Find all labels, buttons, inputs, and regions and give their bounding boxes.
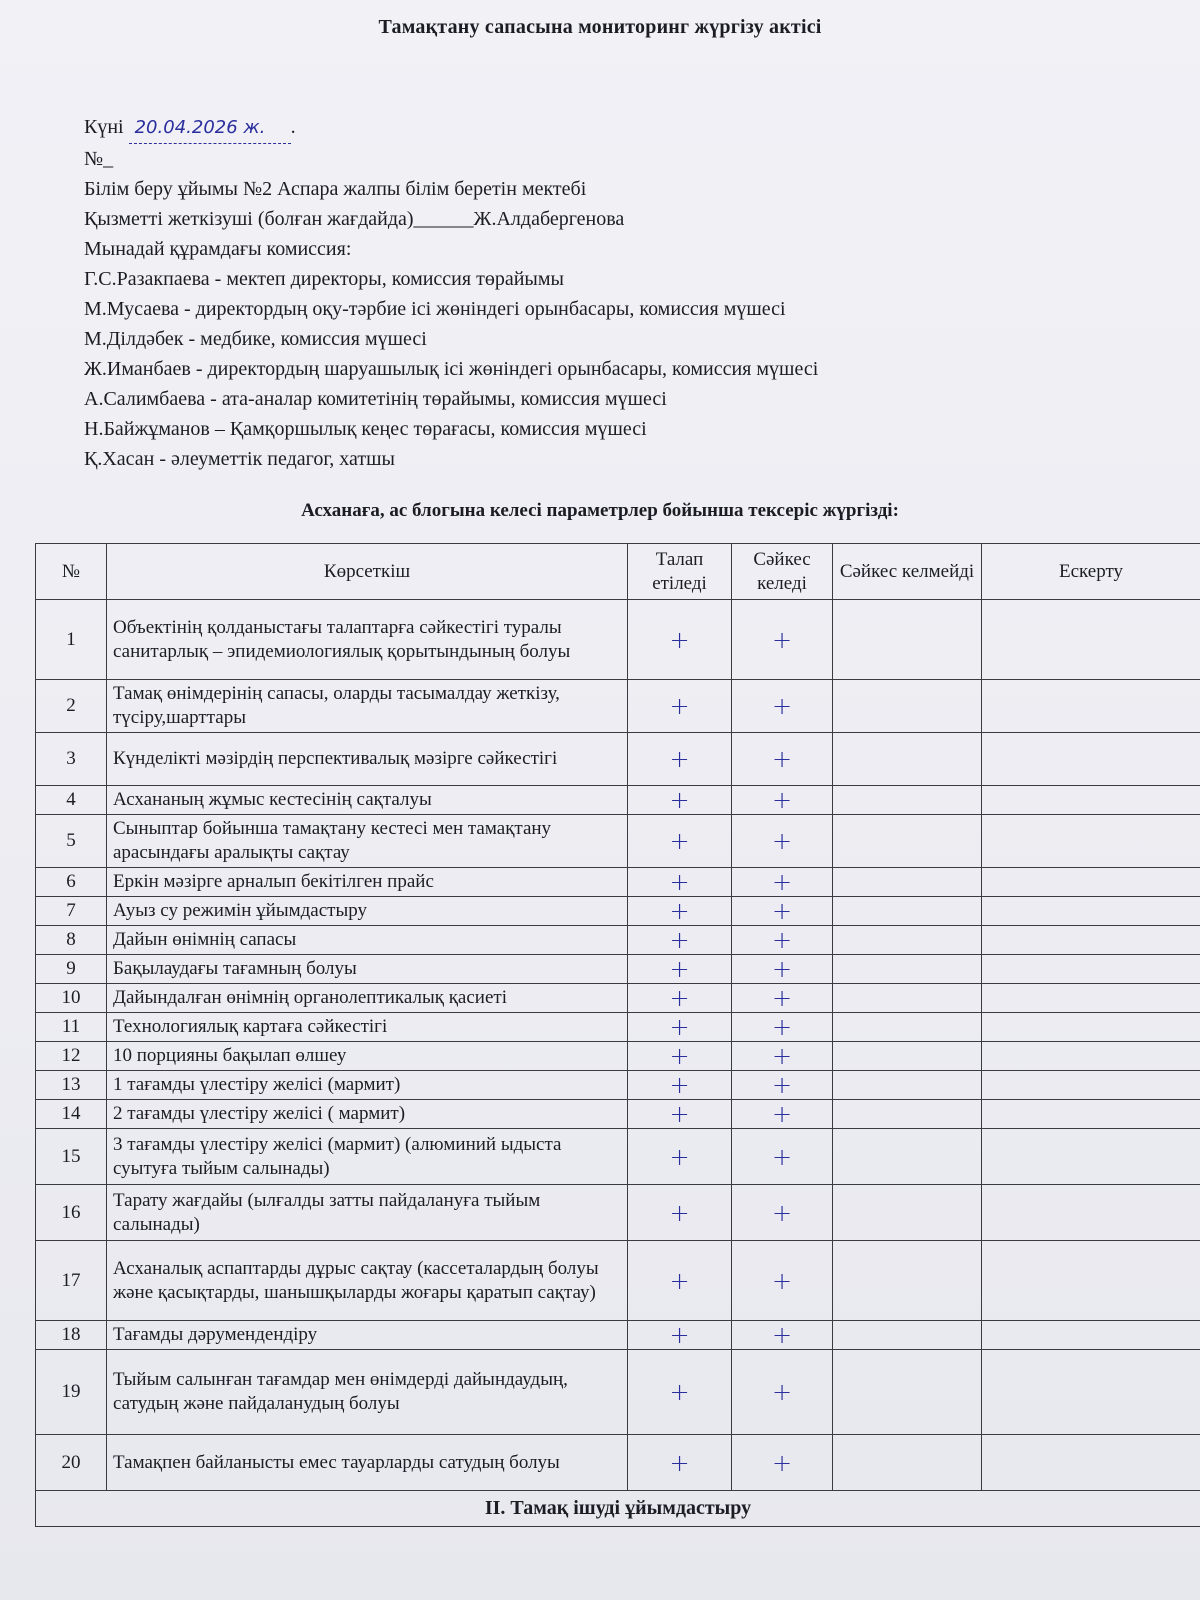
row-indicator: Асханалық аспаптарды дұрыс сақтау (кассеталардың болуы және қасықтарды, шанышқыларды жоғары қаратып сақтау): [107, 1241, 628, 1321]
inspection-subtitle: Асханаға, ас блогына келесі параметрлер бойынша тексеріс жүргізді:: [301, 500, 899, 521]
noncompliant-cell: [833, 600, 982, 680]
required-mark: +: [628, 680, 732, 733]
row-indicator: Тағамды дәрумендендіру: [107, 1321, 628, 1350]
commission-member: Г.С.Разакпаева - мектеп директоры, комиссия төрайымы: [84, 268, 564, 290]
col-header-noncompliant: Сәйкес келмейді: [833, 544, 982, 600]
required-mark: +: [628, 786, 732, 815]
table-row: [36, 1013, 1200, 1042]
note-cell: [982, 1185, 1200, 1241]
compliant-mark: +: [732, 897, 833, 926]
row-indicator: Бақылаудағы тағамның болуы: [107, 955, 628, 984]
row-indicator: Сыныптар бойынша тамақтану кестесі мен тамақтану арасындағы аралықты сақтау: [107, 815, 628, 868]
row-number: 17: [36, 1241, 107, 1321]
table-row: [36, 1241, 1200, 1321]
row-indicator: Еркін мәзірге арналып бекітілген прайс: [107, 868, 628, 897]
table-row: [36, 1350, 1200, 1435]
required-mark: +: [628, 926, 732, 955]
noncompliant-cell: [833, 897, 982, 926]
row-number: 2: [36, 680, 107, 733]
note-cell: [982, 955, 1200, 984]
row-indicator: Тарату жағдайы (ылғалды затты пайдалануға тыйым салынады): [107, 1185, 628, 1241]
row-indicator: Дайын өнімнің сапасы: [107, 926, 628, 955]
note-cell: [982, 1129, 1200, 1185]
note-cell: [982, 897, 1200, 926]
compliant-mark: +: [732, 926, 833, 955]
table-row: [36, 868, 1200, 897]
inspection-table: [35, 543, 1200, 1527]
commission-member: М.Мусаева - директордың оқу-тәрбие ісі жөніндегі орынбасары, комиссия мүшесі: [84, 298, 786, 320]
row-number: 5: [36, 815, 107, 868]
required-mark: +: [628, 1013, 732, 1042]
row-number: 12: [36, 1042, 107, 1071]
compliant-mark: +: [732, 984, 833, 1013]
compliant-mark: +: [732, 1435, 833, 1491]
required-mark: +: [628, 1100, 732, 1129]
row-number: 1: [36, 600, 107, 680]
compliant-mark: +: [732, 1071, 833, 1100]
note-cell: [982, 926, 1200, 955]
table-row: [36, 680, 1200, 733]
act-number: №_: [84, 148, 114, 170]
date-line: Күні 20.04.2026 ж. .: [84, 112, 1084, 144]
row-number: 8: [36, 926, 107, 955]
table-row: [36, 897, 1200, 926]
noncompliant-cell: [833, 733, 982, 786]
table-row: [36, 955, 1200, 984]
noncompliant-cell: [833, 1071, 982, 1100]
row-number: 7: [36, 897, 107, 926]
commission-intro: Мынадай құрамдағы комиссия:: [84, 238, 352, 260]
row-indicator: Тамақ өнімдерінің сапасы, оларды тасымалдау жеткізу, түсіру,шарттары: [107, 680, 628, 733]
row-number: 15: [36, 1129, 107, 1185]
note-cell: [982, 984, 1200, 1013]
compliant-mark: +: [732, 1185, 833, 1241]
table-row: [36, 815, 1200, 868]
handwritten-date: 20.04.2026 ж.: [129, 113, 291, 144]
required-mark: +: [628, 600, 732, 680]
noncompliant-cell: [833, 1013, 982, 1042]
col-header-indicator: Көрсеткіш: [107, 544, 628, 600]
table-row: [36, 786, 1200, 815]
noncompliant-cell: [833, 1321, 982, 1350]
noncompliant-cell: [833, 815, 982, 868]
required-mark: +: [628, 1042, 732, 1071]
row-indicator: 10 порцияны бақылап өлшеу: [107, 1042, 628, 1071]
commission-member: Ж.Иманбаев - директордың шаруашылық ісі жөніндегі орынбасары, комиссия мүшесі: [84, 358, 819, 380]
note-cell: [982, 1241, 1200, 1321]
table-row: [36, 733, 1200, 786]
noncompliant-cell: [833, 868, 982, 897]
required-mark: +: [628, 955, 732, 984]
note-cell: [982, 1100, 1200, 1129]
required-mark: +: [628, 984, 732, 1013]
row-indicator: Технологиялық картаға сәйкестігі: [107, 1013, 628, 1042]
noncompliant-cell: [833, 786, 982, 815]
note-cell: [982, 1350, 1200, 1435]
act-header: [84, 112, 1084, 474]
compliant-mark: +: [732, 1100, 833, 1129]
row-number: 20: [36, 1435, 107, 1491]
row-number: 6: [36, 868, 107, 897]
compliant-mark: +: [732, 680, 833, 733]
row-number: 3: [36, 733, 107, 786]
noncompliant-cell: [833, 984, 982, 1013]
required-mark: +: [628, 1241, 732, 1321]
compliant-mark: +: [732, 786, 833, 815]
noncompliant-cell: [833, 1100, 982, 1129]
compliant-mark: +: [732, 815, 833, 868]
table-row: [36, 1100, 1200, 1129]
compliant-mark: +: [732, 868, 833, 897]
compliant-mark: +: [732, 1013, 833, 1042]
note-cell: [982, 733, 1200, 786]
noncompliant-cell: [833, 955, 982, 984]
supplier-line: Қызметті жеткізуші (болған жағдайда)______Ж.Алдабергенова: [84, 208, 625, 230]
required-mark: +: [628, 1350, 732, 1435]
noncompliant-cell: [833, 1435, 982, 1491]
section-title: II. Тамақ ішуді ұйымдастыру: [36, 1491, 1200, 1527]
table-row: [36, 1185, 1200, 1241]
table-row: [36, 984, 1200, 1013]
row-indicator: Ауыз су режимін ұйымдастыру: [107, 897, 628, 926]
row-number: 4: [36, 786, 107, 815]
note-cell: [982, 868, 1200, 897]
col-header-number: №: [36, 544, 107, 600]
commission-member: Қ.Хасан - әлеуметтік педагог, хатшы: [84, 448, 395, 470]
table-row: [36, 926, 1200, 955]
col-header-note: Ескерту: [982, 544, 1200, 600]
commission-member: М.Ділдәбек - медбике, комиссия мүшесі: [84, 328, 427, 350]
organization-line: Білім беру ұйымы №2 Аспара жалпы білім беретін мектебі: [84, 178, 587, 200]
col-header-required: Талап етіледі: [628, 544, 732, 600]
table-row: [36, 1071, 1200, 1100]
note-cell: [982, 600, 1200, 680]
row-number: 9: [36, 955, 107, 984]
note-cell: [982, 1071, 1200, 1100]
compliant-mark: +: [732, 955, 833, 984]
required-mark: +: [628, 1185, 732, 1241]
row-indicator: Тамақпен байланысты емес тауарларды сатудың болуы: [107, 1435, 628, 1491]
date-label: Күні: [84, 116, 124, 138]
compliant-mark: +: [732, 600, 833, 680]
compliant-mark: +: [732, 1241, 833, 1321]
required-mark: +: [628, 1321, 732, 1350]
compliant-mark: +: [732, 1350, 833, 1435]
required-mark: +: [628, 868, 732, 897]
row-indicator: Объектінің қолданыстағы талаптарға сәйкестігі туралы санитарлық – эпидемиологиялық қорытындының болуы: [107, 600, 628, 680]
row-number: 19: [36, 1350, 107, 1435]
row-indicator: Дайындалған өнімнің органолептикалық қасиеті: [107, 984, 628, 1013]
row-indicator: 2 тағамды үлестіру желісі ( мармит): [107, 1100, 628, 1129]
table-row: [36, 1435, 1200, 1491]
required-mark: +: [628, 1435, 732, 1491]
required-mark: +: [628, 733, 732, 786]
row-indicator: Тыйым салынған тағамдар мен өнімдерді дайындаудың, сатудың және пайдаланудың болуы: [107, 1350, 628, 1435]
compliant-mark: +: [732, 1321, 833, 1350]
note-cell: [982, 1013, 1200, 1042]
commission-member: А.Салимбаева - ата-аналар комитетінің төрайымы, комиссия мүшесі: [84, 388, 667, 410]
required-mark: +: [628, 897, 732, 926]
note-cell: [982, 1435, 1200, 1491]
row-number: 14: [36, 1100, 107, 1129]
row-number: 10: [36, 984, 107, 1013]
table-row: [36, 1321, 1200, 1350]
noncompliant-cell: [833, 1129, 982, 1185]
required-mark: +: [628, 1071, 732, 1100]
note-cell: [982, 1042, 1200, 1071]
row-indicator: 1 тағамды үлестіру желісі (мармит): [107, 1071, 628, 1100]
compliant-mark: +: [732, 1129, 833, 1185]
table-header-row: [36, 544, 1200, 600]
row-indicator: Күнделікті мәзірдің перспективалық мәзірге сәйкестігі: [107, 733, 628, 786]
required-mark: +: [628, 1129, 732, 1185]
row-number: 11: [36, 1013, 107, 1042]
noncompliant-cell: [833, 680, 982, 733]
table-body: [36, 600, 1200, 1491]
noncompliant-cell: [833, 1350, 982, 1435]
noncompliant-cell: [833, 1241, 982, 1321]
compliant-mark: +: [732, 733, 833, 786]
document-title: Тамақтану сапасына мониторинг жүргізу актісі: [378, 16, 822, 38]
note-cell: [982, 815, 1200, 868]
row-indicator: Асхананың жұмыс кестесінің сақталуы: [107, 786, 628, 815]
noncompliant-cell: [833, 1185, 982, 1241]
row-number: 16: [36, 1185, 107, 1241]
row-number: 13: [36, 1071, 107, 1100]
commission-member: Н.Байжұманов – Қамқоршылық кеңес төрағасы, комиссия мүшесі: [84, 418, 647, 440]
row-number: 18: [36, 1321, 107, 1350]
col-header-compliant: Сәйкес келеді: [732, 544, 833, 600]
note-cell: [982, 1321, 1200, 1350]
compliant-mark: +: [732, 1042, 833, 1071]
table-row: [36, 1042, 1200, 1071]
note-cell: [982, 680, 1200, 733]
note-cell: [982, 786, 1200, 815]
noncompliant-cell: [833, 926, 982, 955]
noncompliant-cell: [833, 1042, 982, 1071]
table-row: [36, 1129, 1200, 1185]
table-row: [36, 600, 1200, 680]
required-mark: +: [628, 815, 732, 868]
row-indicator: 3 тағамды үлестіру желісі (мармит) (алюминий ыдыста суытуға тыйым салынады): [107, 1129, 628, 1185]
section-row: [36, 1491, 1200, 1527]
